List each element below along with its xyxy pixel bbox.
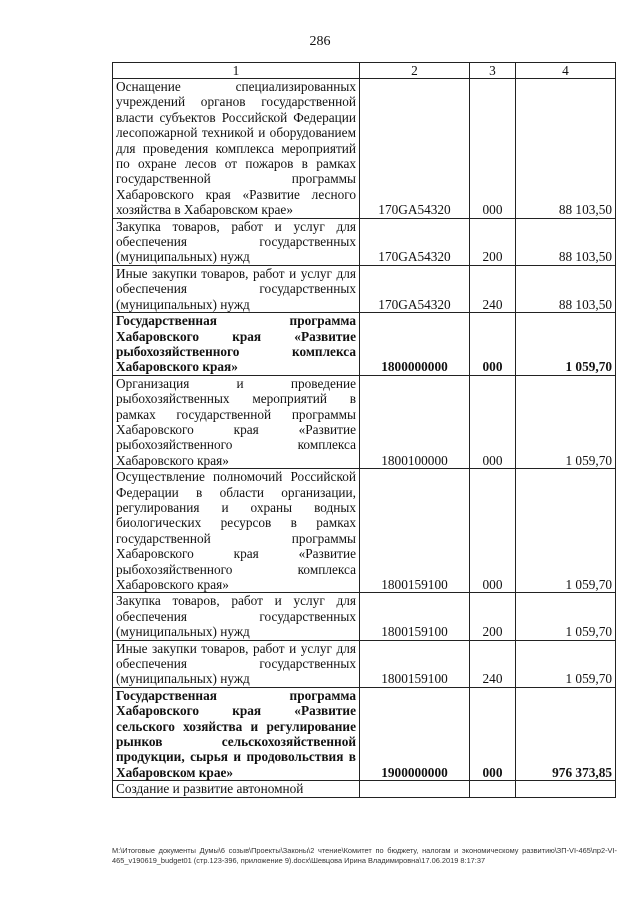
table-row [113, 593, 616, 640]
row-code-cell: 1800159100 [360, 469, 470, 593]
table-row [113, 313, 616, 376]
table-row [113, 469, 616, 593]
budget-table [112, 62, 616, 798]
row-code-cell: 170GA54320 [360, 265, 470, 312]
page-number: 286 [309, 34, 331, 49]
row-code-cell [360, 781, 470, 797]
row-code-cell: 170GA54320 [360, 79, 470, 219]
row-amount-cell: 1 059,70 [516, 313, 616, 376]
header-col-4: 4 [516, 63, 616, 79]
header-col-2: 2 [360, 63, 470, 79]
table-header-row [113, 63, 616, 79]
row-expense-type-cell: 200 [470, 593, 516, 640]
row-amount-cell: 88 103,50 [516, 79, 616, 219]
row-name-cell: Закупка товаров, работ и услуг для обеспечения государственных (муниципальных) нужд [113, 218, 360, 265]
table-row [113, 781, 616, 797]
row-expense-type-cell: 200 [470, 218, 516, 265]
row-name-cell: Организация и проведение рыбохозяйственных мероприятий в рамках государственной программы Хабаровского края «Развитие рыбохозяйственного комплекса Хабаровского края» [113, 375, 360, 468]
table-row [113, 265, 616, 312]
row-amount-cell: 1 059,70 [516, 593, 616, 640]
row-expense-type-cell [470, 781, 516, 797]
table-row [113, 79, 616, 219]
header-col-3: 3 [470, 63, 516, 79]
row-code-cell: 1900000000 [360, 687, 470, 780]
table-row [113, 375, 616, 468]
row-expense-type-cell: 240 [470, 265, 516, 312]
row-name-cell: Закупка товаров, работ и услуг для обеспечения государственных (муниципальных) нужд [113, 593, 360, 640]
file-path-footer: M:\Итоговые документы Думы\6 созыв\Проекты\Законы\2 чтение\Комитет по бюджету, налогам и экономическому развитию\ЗП-VI-465\пр2-VI-465_v190619_budget01 (стр.123-396, приложение 9).docx\Шевцова Ирина Владимировна\17.06.2019 8:17:37 [112, 846, 617, 865]
row-code-cell: 170GA54320 [360, 218, 470, 265]
row-expense-type-cell: 000 [470, 469, 516, 593]
row-name-cell: Иные закупки товаров, работ и услуг для обеспечения государственных (муниципальных) нужд [113, 265, 360, 312]
header-col-1: 1 [113, 63, 360, 79]
row-name-cell: Осуществление полномочий Российской Федерации в области организации, регулирования и охраны водных биологических ресурсов в рамках государственной программы Хабаровского края «Развитие рыбохозяйственного комплекса Хабаровского края» [113, 469, 360, 593]
row-code-cell: 1800159100 [360, 593, 470, 640]
row-name-cell: Оснащение специализированных учреждений органов государственной власти субъектов Российской Федерации лесопожарной техникой и оборудованием для проведения комплекса мероприятий по охране лесов от пожаров в рамках государственной программы Хабаровского края «Развитие лесного хозяйства в Хабаровском крае» [113, 79, 360, 219]
row-name-cell: Государственная программа Хабаровского края «Развитие рыбохозяйственного комплекса Хабаровского края» [113, 313, 360, 376]
table-row [113, 687, 616, 780]
row-expense-type-cell: 240 [470, 640, 516, 687]
row-expense-type-cell: 000 [470, 313, 516, 376]
row-code-cell: 1800000000 [360, 313, 470, 376]
row-name-cell: Иные закупки товаров, работ и услуг для обеспечения государственных (муниципальных) нужд [113, 640, 360, 687]
row-name-cell: Государственная программа Хабаровского края «Развитие сельского хозяйства и регулирование рынков сельскохозяйственной продукции, сырья и продовольствия в Хабаровском крае» [113, 687, 360, 780]
row-amount-cell: 88 103,50 [516, 265, 616, 312]
row-expense-type-cell: 000 [470, 687, 516, 780]
row-amount-cell: 1 059,70 [516, 469, 616, 593]
row-amount-cell [516, 781, 616, 797]
row-amount-cell: 88 103,50 [516, 218, 616, 265]
row-expense-type-cell: 000 [470, 375, 516, 468]
row-amount-cell: 1 059,70 [516, 375, 616, 468]
row-expense-type-cell: 000 [470, 79, 516, 219]
row-code-cell: 1800159100 [360, 640, 470, 687]
row-amount-cell: 976 373,85 [516, 687, 616, 780]
row-name-cell: Создание и развитие автономной [113, 781, 360, 797]
row-code-cell: 1800100000 [360, 375, 470, 468]
table-row [113, 640, 616, 687]
table-row [113, 218, 616, 265]
row-amount-cell: 1 059,70 [516, 640, 616, 687]
